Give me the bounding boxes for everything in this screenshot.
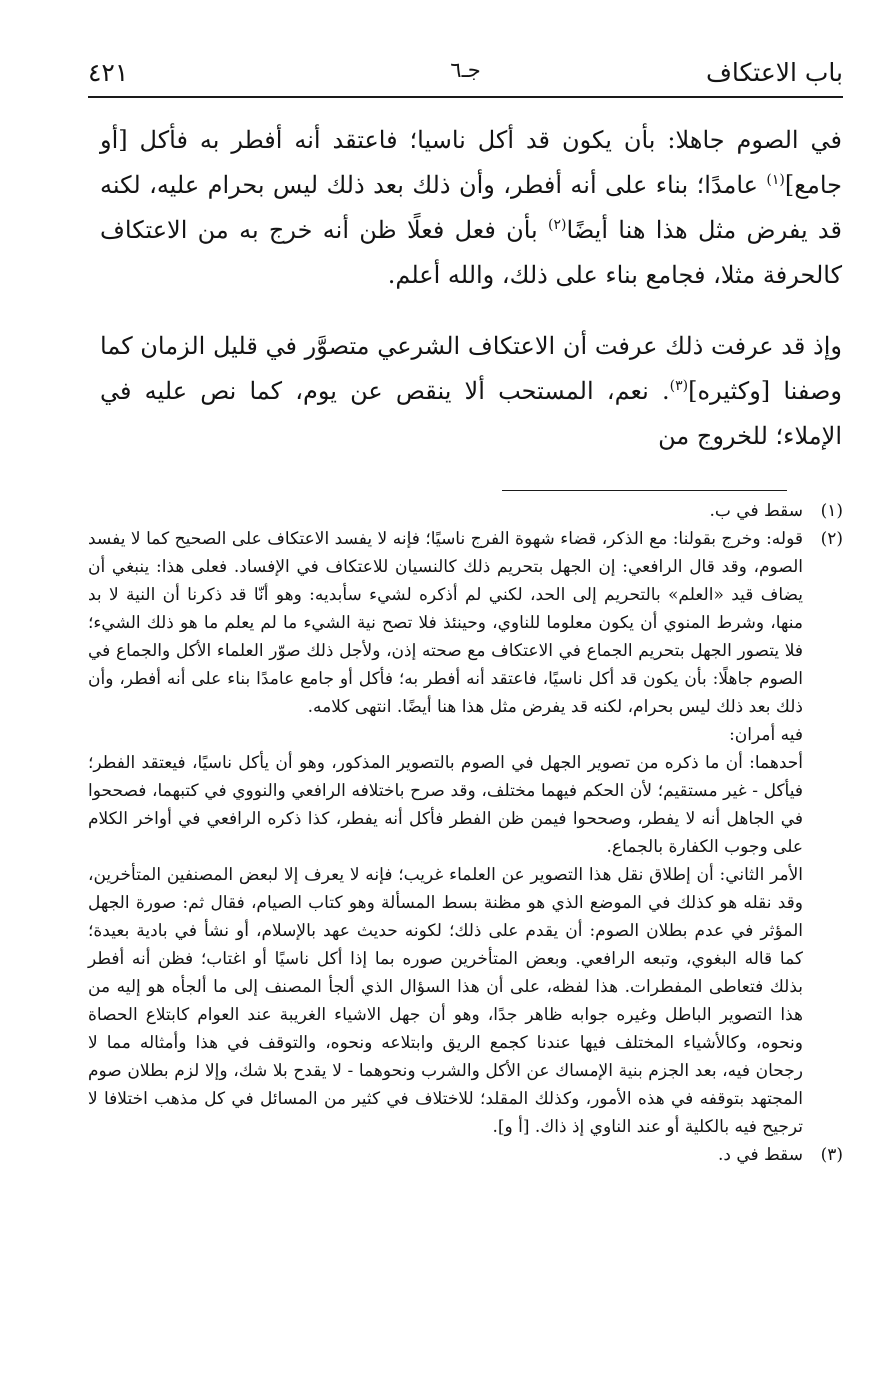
paragraph-2 <box>100 324 842 459</box>
footnote-3 <box>88 1141 843 1169</box>
footnote-ref-2: (٢) <box>548 217 567 233</box>
footnote-text <box>88 497 803 525</box>
footnote-1-text: سقط في ب. <box>709 501 803 521</box>
footnote-number: (٣) <box>820 1145 843 1165</box>
footnote-number: (٢) <box>820 529 843 549</box>
footnote-text <box>88 525 803 1141</box>
footnote-2-paragraph-2: فيه أمران: <box>729 725 803 745</box>
paragraph-1-part-3: بأن فعل فعلًا ظن أنه خرج به من الاعتكاف كالحرفة مثلا، فجامع بناء على ذلك، والله أعلم. <box>100 216 842 289</box>
paragraph-1 <box>100 118 842 298</box>
footnote-text <box>88 1141 803 1169</box>
paragraph-2-part-2: . نعم، المستحب ألا ينقص عن يوم، كما نص عليه في الإملاء؛ للخروج من <box>100 377 842 450</box>
page-number: ٤٢١ <box>88 58 129 87</box>
footnote-2-paragraph-1: قوله: وخرج بقولنا: مع الذكر، قضاء شهوة الفرج ناسيًا؛ فإنه لا يفسد الاعتكاف على الصحيح كما لا يفسد الصوم، وقد قال الرافعي: إن الجهل بتحريم ذلك كالنسيان للاعتكاف في الإفساد. فعلى هذا: ينبغي أن يضاف قيد «العلم» بالتحريم إلى الحد، لكني لم أذكره لشيء سأبديه: وهو أنّا قد ذكرنا أن النية لا بد منها، وشرط المنوي أن يكون معلوما للناوي، وحينئذ فلا تصح نية الشيء ما لم يعلم ما هو ذلك الشيء؛ فلا يتصور الجهل بتحريم الجماع في الاعتكاف مع صحته إذن، ولأجل ذلك صوّر العلماء الأكل والجماع في الصوم جاهلًا: بأن يكون قد أكل ناسيًا، فاعتقد أنه أفطر به؛ فأكل أو جامع عامدًا بناء على أنه أفطر، وأن ذلك بعد ذلك ليس بحرام، لكنه قد يفرض مثل هذا هنا أيضًا. انتهى كلامه. <box>88 529 803 717</box>
footnote-ref-3: (٣) <box>669 378 689 394</box>
footnote-2-paragraph-4: الأمر الثاني: أن إطلاق نقل هذا التصوير عن العلماء غريب؛ فإنه لا يعرف إلا لبعض المصنفين المتأخرين، وقد نقله هو كذلك في الموضع الذي هو مظنة بسط المسألة وهو كتاب الصيام، فقال ثم: صورة الجهل المؤثر في عدم بطلان الصوم: أن يقدم على ذلك؛ لكونه حديث عهد بالإسلام، أو نشأ في بادية بعيدة؛ كما قاله البغوي، وتبعه الرافعي. وبعض المتأخرين صوره بما إذا أكل ناسيًا أو اغتاب؛ فظن أنه أفطر بذلك فتعاطى المفطرات. هذا لفظه، على أن هذا السؤال الذي ألجأ المصنف إلى ما ألجأه هو إليه من هذا التصوير الباطل وغيره جوابه ظاهر جدًا، وهو أن جهل الاشياء الغريبة عند العوام كابتلاع الحصاة ونحوه، وكالأشياء المختلف فيها عندنا كجمع الريق وابتلاعه ونحوه، والتوقف في هذا وأمثاله مما لا رجحان فيه، بعد الجزم بنية الإمساك عن الأكل والشرب ونحوهما - لا يقدح بلا شك، وإلا لزم بطلان صوم المجتهد بتوقفه في هذه الأمور، وكذلك المقلد؛ للاختلاف في كثير من المسائل في كل مذهب اختلافا لا ترجيح فيه بالكلية أو عند الناوي إذ ذاك. [أ و]. <box>88 865 803 1137</box>
paragraph-1-part-1: في الصوم جاهلا: بأن يكون قد أكل ناسيا؛ فاعتقد أنه أفطر به فأكل [أو جامع] <box>100 126 842 199</box>
chapter-title: باب الاعتكاف <box>705 58 843 87</box>
header-rule <box>88 96 843 98</box>
footnotes <box>88 497 843 1169</box>
main-text <box>100 118 842 459</box>
footnote-separator <box>502 490 787 491</box>
footnote-ref-1: (١) <box>766 172 785 188</box>
footnote-2-paragraph-3: أحدهما: أن ما ذكره من تصوير الجهل في الصوم بالتصوير المذكور، وهو أن يأكل ناسيًا، فيعتقد الفطر؛ فيأكل - غير مستقيم؛ لأن الحكم فيهما مختلف، وقد صرح باختلافه الرافعي والنووي في كتبهما، فصححوا في الجاهل أنه لا يفطر، وصححوا فيمن ظن الفطر فأكل أنه يفطر، كذا ذكره الرافعي في أواخر الكلام على وجوب الكفارة بالجماع. <box>88 753 803 857</box>
footnote-2 <box>88 525 843 1141</box>
footnote-1 <box>88 497 843 525</box>
running-header <box>88 52 843 94</box>
paragraph-2-part-1: وإذ قد عرفت ذلك عرفت أن الاعتكاف الشرعي متصوَّر في قليل الزمان كما وصفنا [وكثيره] <box>100 332 842 405</box>
footnote-3-text: سقط في د. <box>717 1145 803 1165</box>
paragraph-1-part-2: عامدًا؛ بناء على أنه أفطر، وأن ذلك بعد ذلك ليس بحرام عليه، لكنه قد يفرض مثل هذا هنا أيضًا <box>100 171 843 244</box>
footnote-number: (١) <box>820 501 843 521</box>
volume-marker: جـ٦ <box>450 58 481 82</box>
